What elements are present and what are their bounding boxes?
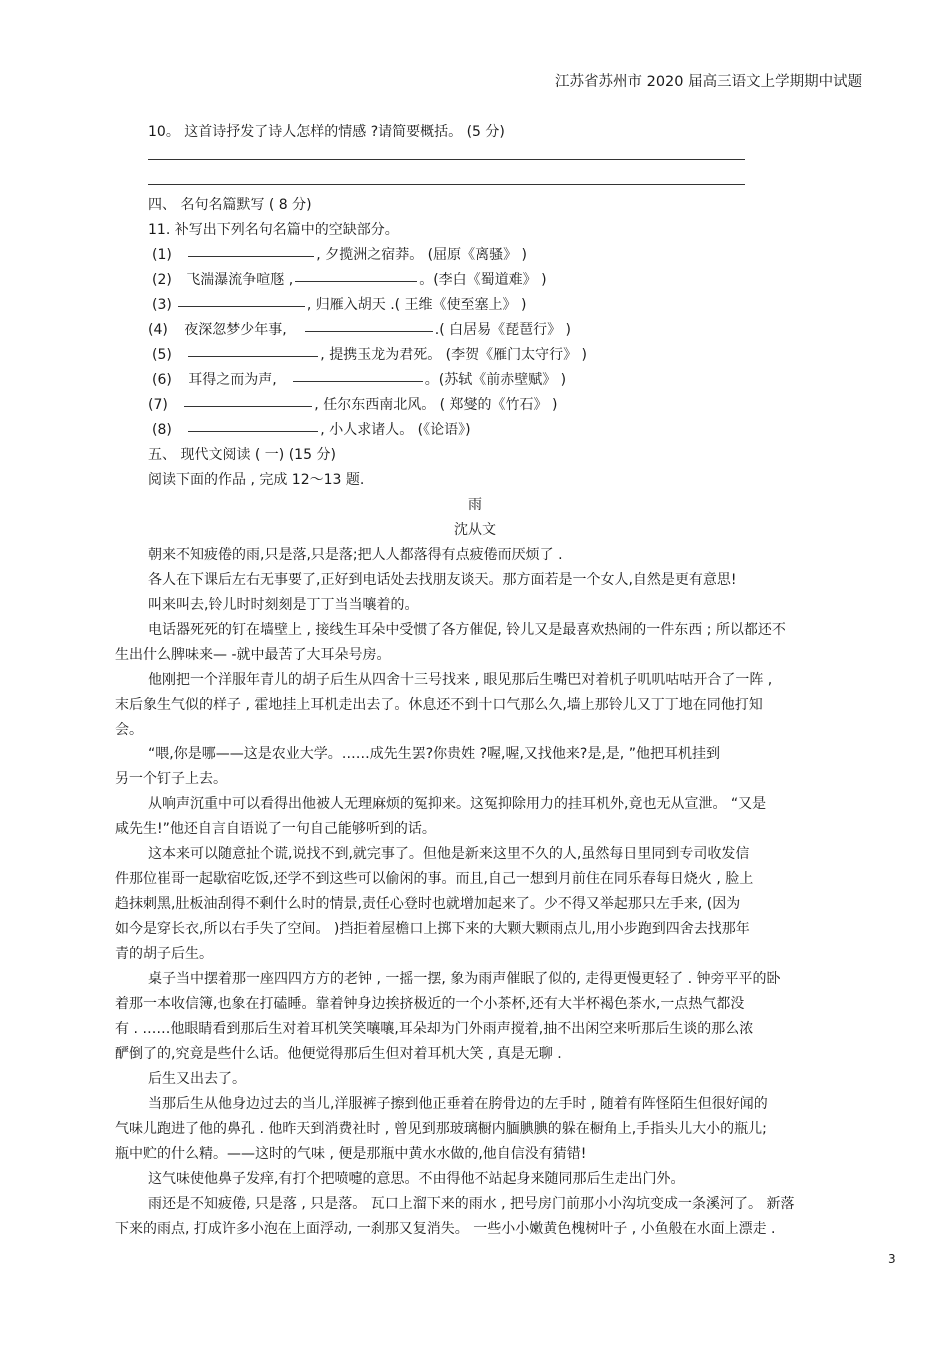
article-line: 气味儿跑进了他的鼻孔 . 他昨天到消费社时 , 曾见到那玻璃橱内腼腆腆的躲在橱角上,手指头儿大小的瓶儿; <box>115 1121 767 1137</box>
blank-line <box>305 331 433 332</box>
answer-line-1 <box>148 159 745 160</box>
article-line: 这气味使他鼻子发痒,有打个把喷嚏的意思。不由得他不站起身来随同那后生走出门外。 <box>148 1171 685 1187</box>
article-line: 瓶中贮的什么精。——这时的气味 , 便是那瓶中黄水水做的,他自信没有猜错! <box>115 1146 587 1162</box>
blank-line <box>295 281 417 282</box>
article-line: 叫来叫去,铃儿时时刻刻是丁丁当当嚷着的。 <box>148 597 419 613</box>
article-line: 朝来不知疲倦的雨,只是落,只是落;把人人都落得有点疲倦而厌烦了 . <box>148 547 563 563</box>
blank-line <box>184 406 312 407</box>
article-title: 雨 <box>468 497 482 513</box>
fill-item: (7) , 任尔东西南北风。 ( 郑燮的《竹石》 ) <box>148 397 558 413</box>
article-line: 各人在下课后左右无事要了,正好到电话处去找朋友谈天。那方面若是一个女人,自然是更有意思! <box>148 572 737 588</box>
page-number: 3 <box>888 1252 896 1266</box>
fill-item: (8) , 小人求诸人。 (《论语》) <box>152 422 471 438</box>
article-line: 电话器死死的钉在墙壁上 , 接线生耳朵中受惯了各方催促, 铃儿又是最喜欢热闹的一件东西 ; 所以都还不 <box>148 622 786 638</box>
article-line: 当那后生从他身边过去的当儿,洋服裤子擦到他正垂着在胯骨边的左手时 , 随着有阵怪陌生但很好闻的 <box>148 1096 768 1112</box>
section-4-title: 四、 名句名篇默写 ( 8 分) <box>148 197 312 213</box>
fill-item: (4) 夜深忽梦少年事, .( 白居易《琵琶行》 ) <box>148 322 572 338</box>
article-line: 咸先生!”他还自言自语说了一句自己能够听到的话。 <box>115 821 436 837</box>
section-5-instruction: 阅读下面的作品 , 完成 12～13 题. <box>148 472 365 488</box>
article-line: 趋抹刺黑,肚板油刮得不剩什么时的情景,责任心登时也就增加起来了。少不得又举起那只左手来, (因为 <box>115 896 741 912</box>
article-line: 从响声沉重中可以看得出他被人无理麻烦的冤抑来。这冤抑除用力的挂耳机外,竟也无从宣泄。 “又是 <box>148 796 767 812</box>
article-line: 生出什么脾味来— -就中最苦了大耳朵号房。 <box>115 647 391 663</box>
fill-item: (1) , 夕揽洲之宿莽。 (屈原《离骚》 ) <box>152 247 528 263</box>
blank-line <box>293 381 423 382</box>
article-line: 件那位崔哥一起歇宿吃饭,还学不到这些可以偷闲的事。而且,自己一想到月前住在同乐春每日烧火 , 脸上 <box>115 871 754 887</box>
blank-line <box>178 306 305 307</box>
article-line: 另一个钉子上去。 <box>115 771 227 787</box>
article-line: 这本来可以随意扯个谎,说找不到,就完事了。但他是新来这里不久的人,虽然每日里同到专司收发信 <box>148 846 750 862</box>
article-line: 酽倒了的,究竟是些什么话。他便觉得那后生但对着耳机大笑 , 真是无聊 . <box>115 1046 562 1062</box>
fill-item: (2) 飞湍瀑流争喧豗 , 。(李白《蜀道难》 ) <box>152 272 547 288</box>
fill-item: (3) , 归雁入胡天 .( 王维《使至塞上》 ) <box>152 297 527 313</box>
question-11: 11. 补写出下列名句名篇中的空缺部分。 <box>148 222 399 238</box>
article-line: 下来的雨点, 打成许多小泡在上面浮动, 一刹那又复消失。 一些小小嫩黄色槐树叶子 , 小鱼般在水面上漂走 . <box>115 1221 776 1237</box>
article-line: 雨还是不知疲倦, 只是落 , 只是落。 瓦口上溜下来的雨水 , 把号房门前那小小沟坑变成一条溪河了。 新落 <box>148 1196 795 1212</box>
article-line: 如今是穿长衣,所以右手失了空间。 )挡拒着屋檐口上掷下来的大颗大颗雨点儿,用小步跑到四舍去找那年 <box>115 921 750 937</box>
section-5-title: 五、 现代文阅读 ( 一) (15 分) <box>148 447 336 463</box>
blank-line <box>188 356 318 357</box>
article-line: 着那一本收信簿,也象在打磕睡。靠着钟身边挨挤极近的一个小茶杯,还有大半杯褐色茶水,一点热气都没 <box>115 996 745 1012</box>
article-line: 末后象生气似的样子 , 霍地挂上耳机走出去了。休息还不到十口气那么久,墙上那铃儿又丁丁地在同他打知 <box>115 697 763 713</box>
article-line: 会。 <box>115 722 143 738</box>
article-line: 桌子当中摆着那一座四四方方的老钟 , 一摇一摆, 象为雨声催眠了似的, 走得更慢更轻了 . 钟旁平平的卧 <box>148 971 781 987</box>
article-line: 青的胡子后生。 <box>115 946 213 962</box>
answer-line-2 <box>148 184 745 185</box>
blank-line <box>188 256 314 257</box>
question-10: 10。 这首诗抒发了诗人怎样的情感 ?请简要概括。 (5 分) <box>148 124 505 140</box>
article-line: 后生又出去了。 <box>148 1071 246 1087</box>
article-author: 沈从文 <box>454 522 496 538</box>
fill-item: (6) 耳得之而为声, 。(苏轼《前赤壁赋》 ) <box>152 372 567 388</box>
article-line: “喂,你是哪——这是农业大学。……成先生罢?你贵姓 ?喔,喔,又找他来?是,是, ”他把耳机挂到 <box>148 746 720 762</box>
blank-line <box>188 431 318 432</box>
fill-item: (5) , 提携玉龙为君死。 (李贺《雁门太守行》 ) <box>152 347 588 363</box>
page-header: 江苏省苏州市 2020 届高三语文上学期期中试题 <box>555 74 863 90</box>
article-line: 有 . ……他眼睛看到那后生对着耳机笑笑嚷嚷,耳朵却为门外雨声搅着,抽不出闲空来听那后生谈的那么浓 <box>115 1021 754 1037</box>
article-line: 他刚把一个洋服年青儿的胡子后生从四舍十三号找来 , 眼见那后生嘴巴对着机子叽叽咕咕开合了一阵 , <box>148 672 773 688</box>
